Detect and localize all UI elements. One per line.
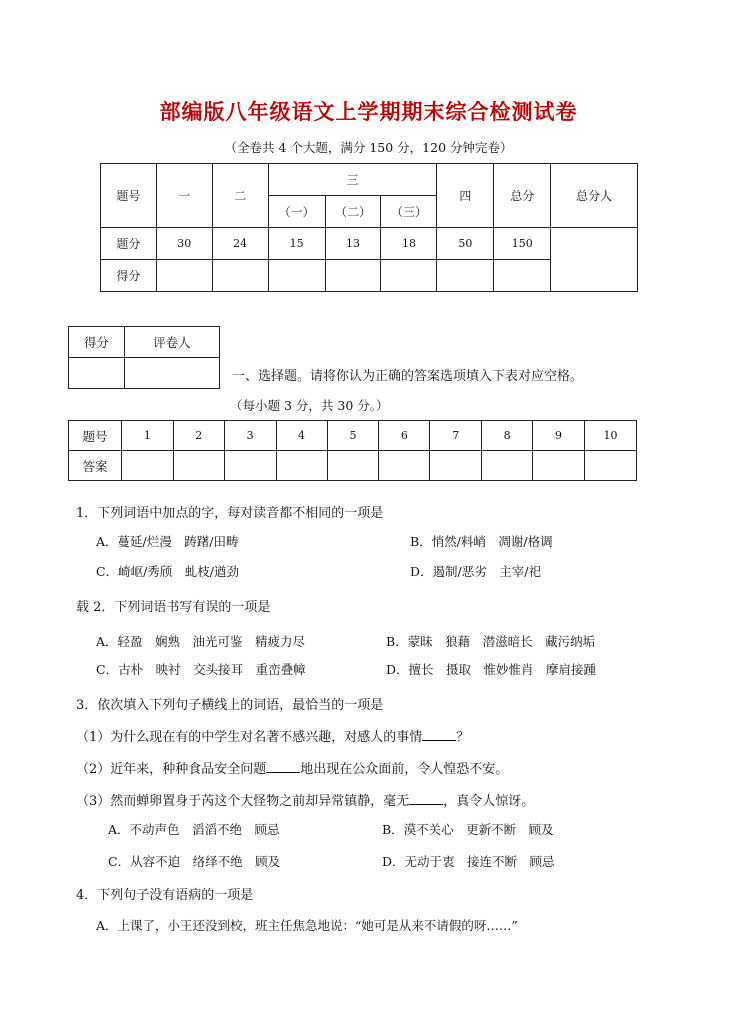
answer-cell[interactable]	[173, 451, 224, 481]
score-header-4: 四	[437, 164, 494, 228]
q3-blank-1[interactable]	[422, 728, 456, 741]
q3-sentence-3	[76, 790, 534, 809]
q3-option-a: A．不动声色 滔滔不绝 顾忌	[108, 822, 280, 837]
score-value: 18	[381, 228, 437, 260]
score-header-1: 一	[156, 164, 212, 228]
score-value: 13	[325, 228, 381, 260]
q1-option-b: B．悄然/料峭 凋谢/格调	[410, 534, 553, 549]
grader-box-grader-label: 评卷人	[124, 327, 219, 358]
answer-cell[interactable]	[121, 451, 173, 481]
answer-cell[interactable]	[533, 451, 585, 481]
score-input-cell[interactable]	[268, 260, 325, 292]
q3-blank-2[interactable]	[266, 760, 300, 773]
answer-row-label: 答案	[69, 451, 122, 481]
answer-number: 5	[327, 421, 379, 451]
answer-number: 10	[584, 421, 636, 451]
page-title: 部编版八年级语文上学期期末综合检测试卷	[159, 100, 578, 124]
score-header-2: 二	[212, 164, 268, 228]
answer-number: 1	[121, 421, 173, 451]
q3-sentence-1-end: ？	[456, 730, 470, 745]
score-header-total: 总分	[494, 164, 551, 228]
q3-option-d: D．无动于衷 接连不断 顾忌	[382, 854, 555, 869]
q3-option-b: B．漠不关心 更新不断 顾及	[382, 822, 554, 837]
score-value: 15	[268, 228, 325, 260]
score-input-cell[interactable]	[381, 260, 437, 292]
score-value: 50	[437, 228, 494, 260]
answer-number: 3	[224, 421, 276, 451]
answer-cell[interactable]	[584, 451, 636, 481]
answer-number: 6	[379, 421, 430, 451]
section1-heading: 一、选择题。请将你认为正确的答案选项填入下表对应空格。	[232, 369, 584, 384]
q2-option-c: C．古朴 映衬 交头接耳 重峦叠幛	[96, 662, 306, 677]
answer-cell[interactable]	[482, 451, 533, 481]
q1-option-c: C．崎岖/秀颀 虬枝/遒劲	[96, 564, 239, 579]
grader-box-grader-cell[interactable]	[124, 358, 219, 389]
answer-number: 2	[173, 421, 224, 451]
answer-number: 4	[276, 421, 327, 451]
answer-table	[68, 420, 637, 481]
q4-stem: 4．下列句子没有语病的一项是	[76, 888, 254, 903]
grader-box-score-label: 得分	[69, 327, 125, 358]
score-row-defen-label: 得分	[101, 260, 157, 292]
score-header-3a: （一）	[268, 196, 325, 228]
q3-stem: 3．依次填入下列句子横线上的词语，最恰当的一项是	[76, 698, 384, 713]
score-input-cell[interactable]	[437, 260, 494, 292]
q3-sentence-2	[76, 758, 508, 777]
answer-cell[interactable]	[430, 451, 482, 481]
section1-note: （每小题 3 分，共 30 分。）	[230, 398, 389, 413]
q3-sentence-3-text: （3）然而蝉卵置身于芮这个大怪物之前却异常镇静，毫无	[76, 794, 410, 809]
q3-sentence-1	[76, 726, 469, 745]
answer-cell[interactable]	[327, 451, 379, 481]
score-input-cell[interactable]	[212, 260, 268, 292]
answer-number: 8	[482, 421, 533, 451]
q1-stem: 1．下列词语中加点的字，每对读音都不相同的一项是	[76, 506, 384, 521]
answer-number: 7	[430, 421, 482, 451]
score-header-grader: 总分人	[551, 164, 638, 228]
q3-sentence-2-end: 地出现在公众面前，令人惶恐不安。	[300, 762, 509, 777]
score-value: 30	[156, 228, 212, 260]
q2-stem: 载 2．下列词语书写有误的一项是	[76, 600, 271, 615]
score-header-3c: （三）	[381, 196, 437, 228]
score-value: 24	[212, 228, 268, 260]
q4-option-a: A．上课了，小王还没到校，班主任焦急地说：“她可是从来不请假的呀……”	[96, 918, 518, 933]
score-value: 150	[494, 228, 551, 260]
score-header-tihao: 题号	[101, 164, 157, 228]
score-input-cell[interactable]	[325, 260, 381, 292]
score-input-cell[interactable]	[494, 260, 551, 292]
score-header-3b: （二）	[325, 196, 381, 228]
score-grader-cell[interactable]	[551, 228, 638, 292]
q2-option-d: D．擅长 摄取 惟妙惟肖 摩肩接踵	[386, 662, 597, 677]
answer-cell[interactable]	[224, 451, 276, 481]
score-row-tifen-label: 题分	[101, 228, 157, 260]
answer-number: 9	[533, 421, 585, 451]
answer-cell[interactable]	[276, 451, 327, 481]
answer-header-label: 题号	[69, 421, 122, 451]
q3-sentence-2-text: （2）近年来，种种食品安全问题	[76, 762, 267, 777]
q3-sentence-3-end: ，真令人惊讶。	[443, 794, 535, 809]
q2-option-a: A．轻盈 娴熟 油光可鉴 精疲力尽	[96, 634, 306, 649]
score-input-cell[interactable]	[156, 260, 212, 292]
score-table	[100, 163, 638, 292]
q3-option-c: C．从容不迫 络绎不绝 顾及	[108, 854, 281, 869]
q2-option-b: B．蒙昧 狼藉 潜滋暗长 藏污纳垢	[386, 634, 596, 649]
q3-sentence-1-text: （1）为什么现在有的中学生对名著不感兴趣，对感人的事情	[76, 730, 423, 745]
page-subtitle: （全卷共 4 个大题，满分 150 分，120 分钟完卷）	[224, 140, 513, 155]
score-header-3: 三	[268, 164, 437, 196]
q1-option-a: A．蔓延/烂漫 踌躇/田畴	[96, 534, 239, 549]
grader-box-score-cell[interactable]	[69, 358, 125, 389]
q3-blank-3[interactable]	[409, 792, 443, 805]
q1-option-d: D．遏制/恶劣 主宰/祀	[410, 564, 541, 579]
grader-box	[68, 326, 220, 389]
answer-cell[interactable]	[379, 451, 430, 481]
